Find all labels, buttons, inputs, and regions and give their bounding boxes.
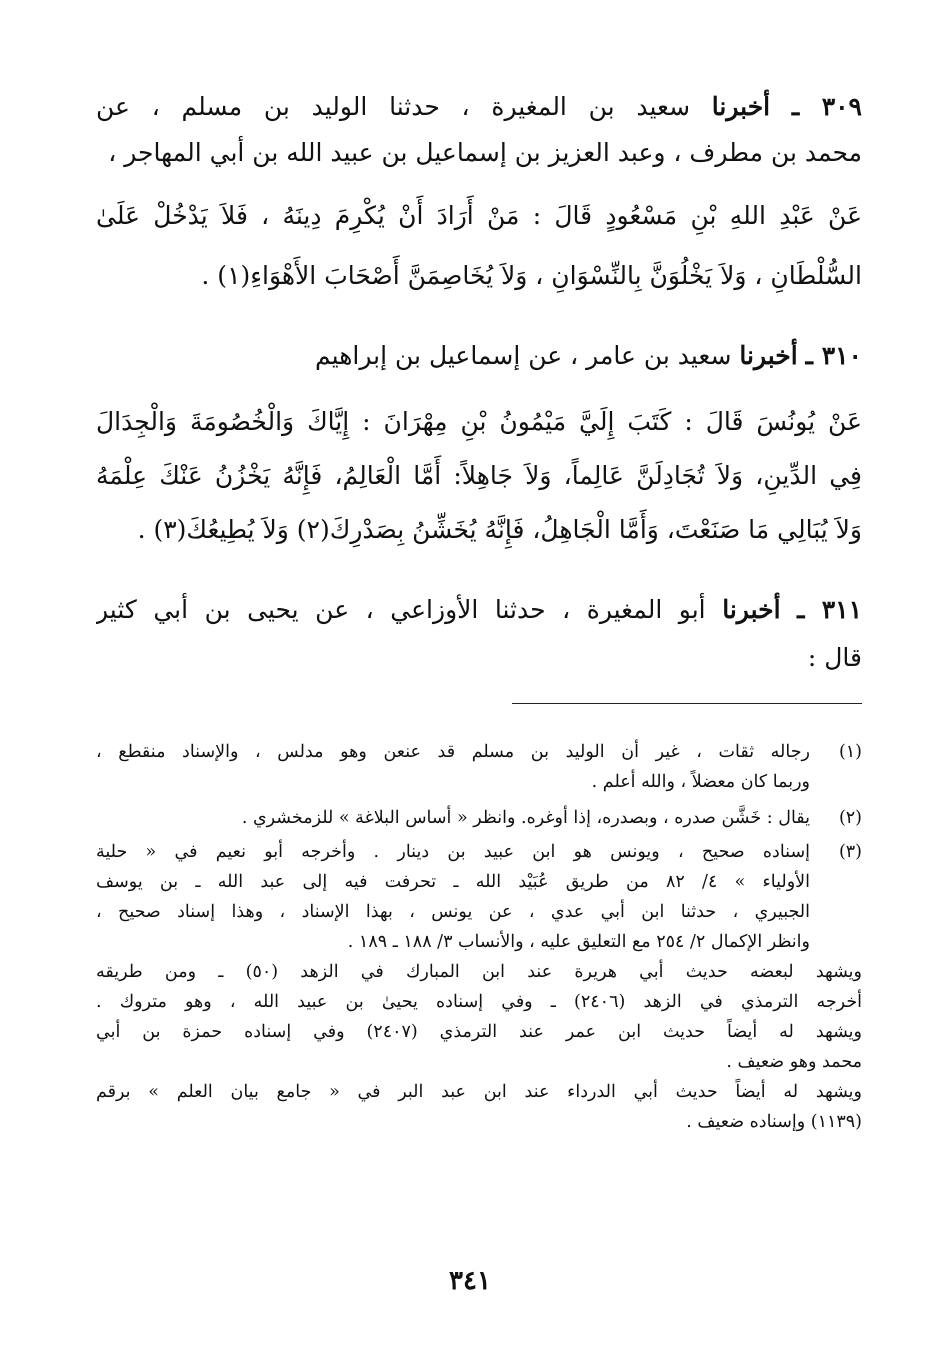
- footnote-line: وربما كان معضلاً ، والله أعلم .: [591, 772, 810, 792]
- isnad-text: أبو المغيرة ، حدثنا الأوزاعي ، عن يحيى بن أبي كثير: [96, 595, 706, 624]
- isnad-text: سعيد بن عامر ، عن إسماعيل بن إبراهيم: [315, 341, 732, 370]
- footnote-line: يقال : خَشَّن صدره ، وبصدره، إذا أوغره. وانظر « أساس البلاغة » للزمخشري .: [241, 808, 810, 828]
- footnote-marker: (١): [838, 742, 862, 762]
- footnote-line: إسناده صحيح ، ويونس هو ابن عبيد بن دينار . وأخرجه أبو نعيم في « حلية: [96, 842, 810, 862]
- narration-311: [96, 586, 862, 682]
- footnote-line: وانظر الإكمال ٢/ ٢٥٤ مع التعليق عليه ، والأنساب ٣/ ١٨٨ ـ ١٨٩ .: [347, 932, 810, 952]
- footnote-line: محمد وهو ضعيف .: [726, 1052, 862, 1072]
- narration-lead: أخبرنا: [711, 92, 771, 121]
- matn-line: عَنْ يُونُسَ قَالَ : كَتَبَ إِلَيَّ مَيْمُونُ بْنِ مِهْرَانَ : إِيَّاكَ وَالْخُصُومَةَ وَالْجِدَالَ: [96, 407, 862, 436]
- isnad-line: [96, 586, 862, 634]
- isnad-line: قال :: [807, 643, 862, 672]
- footnote-line: (١١٣٩) وإسناده ضعيف .: [686, 1112, 862, 1132]
- footnote-marker: (٣): [838, 842, 862, 862]
- narration-lead: أخبرنا: [722, 595, 781, 624]
- footnotes: [96, 737, 862, 1137]
- narration-309: [96, 84, 862, 306]
- isnad-line: [96, 84, 862, 130]
- footnote-line: ويشهد له أيضاً حديث ابن عمر عند الترمذي (٢٤٠٧) وفي إسناده حمزة بن أبي: [96, 1022, 862, 1042]
- isnad-line: محمد بن مطرف ، وعبد العزيز بن إسماعيل بن عبيد الله بن أبي المهاجر ،: [108, 138, 862, 167]
- footnote-3: [96, 837, 862, 957]
- footnote-line: أخرجه الترمذي في الزهد (٢٤٠٦) ـ وفي إسناده يحيىٰ بن عبيد الله ، وهو متروك .: [96, 992, 862, 1012]
- isnad-text: سعيد بن المغيرة ، حدثنا الوليد بن مسلم ، عن: [96, 92, 691, 121]
- narration-number: ٣١١ ـ: [797, 595, 862, 624]
- narration-number: ٣١٠ ـ: [805, 341, 862, 370]
- footnote-marker: (٢): [838, 808, 862, 828]
- footnote-1: [96, 737, 862, 797]
- narration-number: ٣٠٩ ـ: [791, 92, 862, 121]
- footnote-line: ويشهد لبعضه حديث أبي هريرة عند ابن المبارك في الزهد (٥٠) ـ ومن طريقه: [96, 962, 862, 982]
- footnote-2: [96, 803, 862, 833]
- matn-line: عَنْ عَبْدِ اللهِ بْنِ مَسْعُودٍ قَالَ : مَنْ أَرَادَ أَنْ يُكْرِمَ دِينَهُ ، فَلاَ يَدْخُلْ عَلَىٰ: [96, 201, 862, 230]
- footnote-line: الأولياء » ٤/ ٨٢ من طريق عُبَيْد الله ـ تحرفت فيه إلى عبد الله ـ بن يوسف: [96, 872, 810, 892]
- matn-line: وَلاَ يُبَالِي مَا صَنَعْتَ، وَأَمَّا الْجَاهِلُ، فَإِنَّهُ يُخَشِّنُ بِصَدْرِكَ(٢) وَلاَ يُطِيعُكَ(٣) .: [137, 515, 862, 544]
- matn-line: السُّلْطَانِ ، وَلاَ يَخْلُوَنَّ بِالنِّسْوَانِ ، وَلاَ يُخَاصِمَنَّ أَصْحَابَ الأَهْوَاءِ(١) .: [201, 261, 862, 290]
- matn-line: فِي الدِّينِ، وَلاَ تُجَادِلَنَّ عَالِماً، وَلاَ جَاهِلاً: أَمَّا الْعَالِمُ، فَإِنَّهُ يَخْزُنُ عَنْكَ عِلْمَهُ: [96, 461, 862, 490]
- isnad-line: [96, 333, 862, 379]
- footnote-line: رجاله ثقات ، غير أن الوليد بن مسلم قد عنعن وهو مدلس ، والإسناد منقطع ،: [96, 742, 810, 762]
- narration-310: [96, 333, 862, 557]
- footnote-line: الجبيري ، حدثنا ابن أبي عدي ، عن يونس ، بهذا الإسناد ، وهذا إسناد صحيح ،: [96, 902, 810, 922]
- footnote-divider: [512, 703, 862, 704]
- narration-lead: أخبرنا: [739, 341, 798, 370]
- footnote-3-continued: [96, 957, 862, 1137]
- page-number: ٣٤١: [449, 1266, 491, 1296]
- footnote-line: ويشهد له أيضاً حديث أبي الدرداء عند ابن عبد البر في « جامع بيان العلم » برقم: [96, 1082, 862, 1102]
